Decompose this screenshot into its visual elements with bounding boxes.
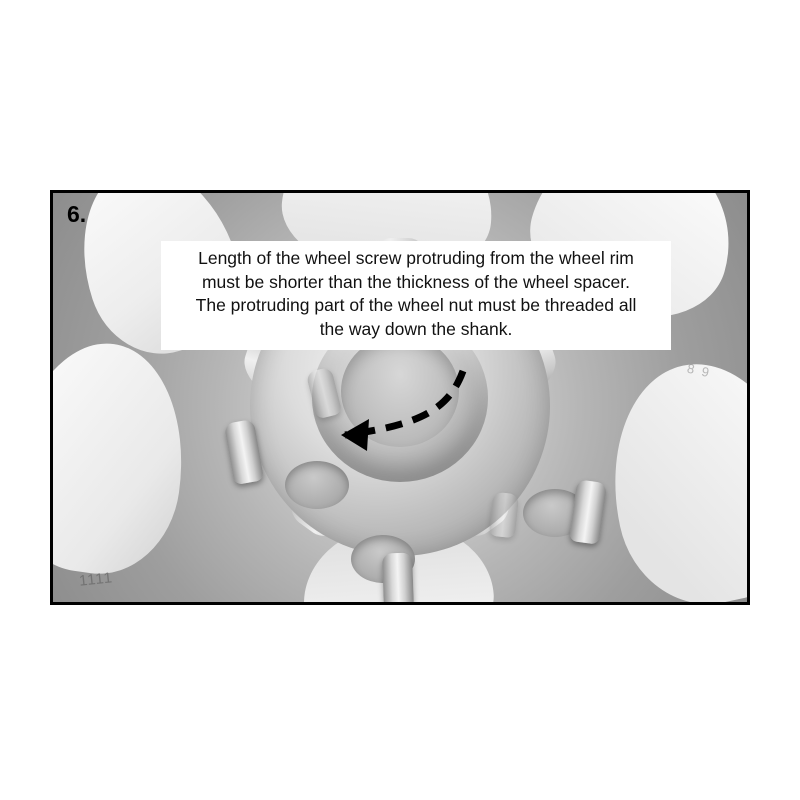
caption-line-3: The protruding part of the wheel nut must be threaded all [195,295,637,316]
rim-opening [53,332,198,583]
rim-casting-text-right: 8 9 [685,360,713,381]
instruction-panel [50,190,750,605]
rim-opening [590,346,747,602]
wheel-stud [569,479,607,545]
caption-box [161,241,671,350]
caption-line-1: Length of the wheel screw protruding from the wheel rim [198,248,634,268]
step-number: 6. [67,201,87,227]
rim-casting-text-left: 1111 [78,569,114,590]
wheel-stud [489,492,519,538]
dashed-curved-arrow [253,363,483,483]
caption-line-4: the way down the shank. [319,318,513,339]
caption-line-2: must be shorter than the thickness of the wheel spacer. [201,271,630,292]
wheel-stud [382,552,414,602]
